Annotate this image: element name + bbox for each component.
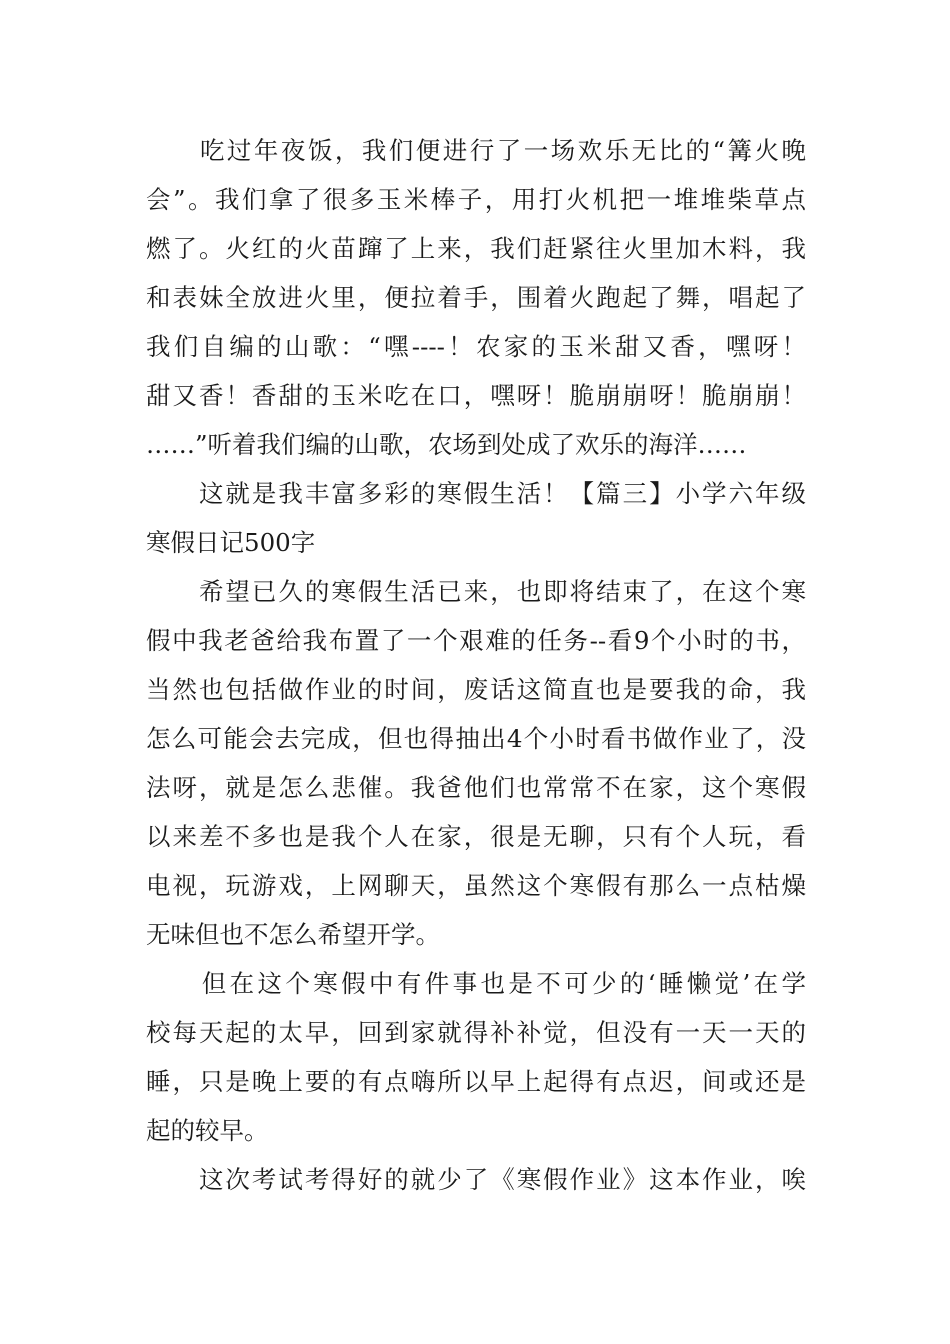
text-line: 怎么可能会去完成，但也得抽出4个小时看书做作业了，没 (146, 724, 806, 753)
paragraph-winter-break (146, 567, 806, 959)
text-line: 假中我老爸给我布置了一个艰难的任务--看9个小时的书， (146, 626, 806, 655)
paragraph-exam (146, 1155, 806, 1204)
text-line: 法呀，就是怎么悲催。我爸他们也常常不在家，这个寒假 (146, 773, 806, 802)
text-line: 吃过年夜饭，我们便进行了一场欢乐无比的“篝火晚 (146, 136, 806, 165)
text-line: 起的较早。 (146, 1116, 269, 1145)
text-line: 这次考试考得好的就少了《寒假作业》这本作业，唉 (146, 1165, 806, 1194)
text-line: 当然也包括做作业的时间，废话这简直也是要我的命，我 (146, 675, 806, 704)
text-line: 以来差不多也是我个人在家，很是无聊，只有个人玩，看 (146, 822, 806, 851)
text-line: 无味但也不怎么希望开学。 (146, 920, 440, 949)
text-line: 会”。我们拿了很多玉米棒子，用打火机把一堆堆柴草点 (146, 185, 806, 214)
text-line: 校每天起的太早，回到家就得补补觉，但没有一天一天的 (146, 1018, 806, 1047)
text-line: 但在这个寒假中有件事也是不可少的‘睡懒觉’在学 (146, 969, 806, 998)
text-line: 电视，玩游戏，上网聊天，虽然这个寒假有那么一点枯燥 (146, 871, 806, 900)
text-line: 和表妹全放进火里，便拉着手，围着火跑起了舞，唱起了 (146, 283, 806, 312)
paragraph-bonfire (146, 126, 806, 469)
text-line: 我们自编的山歌：“嘿----！农家的玉米甜又香，嘿呀！ (146, 332, 806, 361)
text-line: ……”听着我们编的山歌，农场到处成了欢乐的海洋…… (146, 430, 747, 459)
text-line: 睡，只是晚上要的有点嗨所以早上起得有点迟，间或还是 (146, 1067, 806, 1096)
text-line: 寒假日记500字 (146, 528, 316, 557)
text-line: 燃了。火红的火苗蹿了上来，我们赶紧往火里加木料，我 (146, 234, 806, 263)
paragraph-sleep-in (146, 959, 806, 1155)
text-line: 这就是我丰富多彩的寒假生活！【篇三】小学六年级 (146, 479, 806, 508)
paragraph-section-heading (146, 469, 806, 567)
text-line: 希望已久的寒假生活已来，也即将结束了，在这个寒 (146, 577, 806, 606)
text-line: 甜又香！香甜的玉米吃在口，嘿呀！脆崩崩呀！脆崩崩！ (146, 381, 806, 410)
body-text (146, 126, 806, 1204)
